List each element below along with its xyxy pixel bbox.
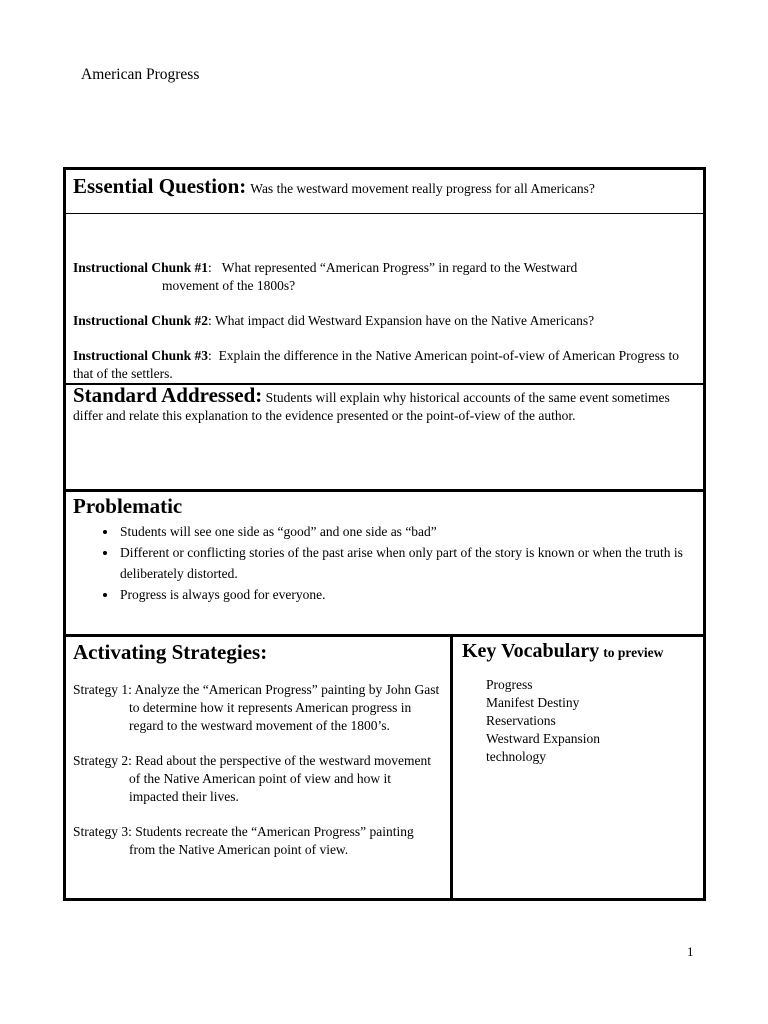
vocabulary-term: Reservations [486, 713, 556, 728]
key-vocabulary-label: Key Vocabulary [462, 640, 600, 662]
vocabulary-term: Progress [486, 677, 533, 692]
chunk-separator: : [208, 260, 212, 275]
lesson-plan-table [63, 167, 706, 901]
chunk-3 [73, 347, 696, 383]
chunk-text-continued: movement of the 1800s? [162, 278, 296, 293]
strategies-vocabulary-row [66, 637, 703, 901]
list-item: • Progress is always good for everyone. [118, 584, 696, 605]
activating-strategies-cell [66, 637, 453, 901]
chunk-label: Instructional Chunk #1 [73, 260, 209, 275]
chunk-separator: : [208, 348, 212, 363]
essential-question-row [66, 170, 703, 213]
chunk-1 [73, 259, 696, 295]
key-vocabulary-cell [456, 637, 703, 901]
chunk-label: Instructional Chunk #2 [73, 313, 209, 328]
activating-strategies-label: Activating Strategies: [73, 640, 268, 664]
chunk-label: Instructional Chunk #3 [73, 348, 209, 363]
vocabulary-term: Manifest Destiny [486, 695, 580, 710]
chunk-text: What represented “American Progress” in regard to the Westward [221, 260, 578, 275]
chunk-2 [73, 312, 696, 330]
vocabulary-term: Westward Expansion [486, 731, 601, 746]
strategy-item: Strategy 3: Students recreate the “American Progress” painting from the Native American point of view. [73, 824, 414, 857]
chunk-text: What impact did Westward Expansion have on the Native Americans? [214, 313, 595, 328]
key-vocabulary-sublabel: to preview [603, 645, 664, 660]
list-item: • Different or conflicting stories of the past arise when only part of the story is known or when the truth is deliberately distorted. [118, 542, 696, 584]
standard-label: Standard Addressed: [73, 383, 263, 407]
page-number: 1 [687, 944, 694, 959]
vocabulary-term: technology [486, 749, 546, 764]
chunk-text: Explain the difference in the Native American point-of-view of American Progress to that of the settlers. [73, 348, 680, 381]
chunk-separator: : [208, 313, 212, 328]
essential-question-label: Essential Question: [73, 174, 247, 198]
standard-addressed-section [66, 385, 703, 489]
strategy-item: Strategy 2: Read about the perspective of the westward movement of the Native American point of view and how it impacted their lives. [73, 753, 432, 804]
problematic-label: Problematic [73, 494, 183, 518]
vocabulary-list [462, 676, 697, 766]
strategy-item: Strategy 1: Analyze the “American Progress” painting by John Gast to determine how it represents American progress in regard to the westward movement of the 1800’s. [73, 682, 440, 733]
document-title: American Progress [81, 66, 200, 83]
list-item: • Students will see one side as “good” and one side as “bad” [118, 521, 696, 542]
essential-question-text: Was the westward movement really progress for all Americans? [250, 181, 595, 196]
problematic-section [66, 492, 703, 637]
instructional-chunks [66, 214, 703, 383]
problematic-list [73, 521, 696, 605]
standard-text: Students will explain why historical accounts of the same event sometimes differ and relate this explanation to the evidence presented or the point-of-view of the author. [73, 390, 670, 423]
